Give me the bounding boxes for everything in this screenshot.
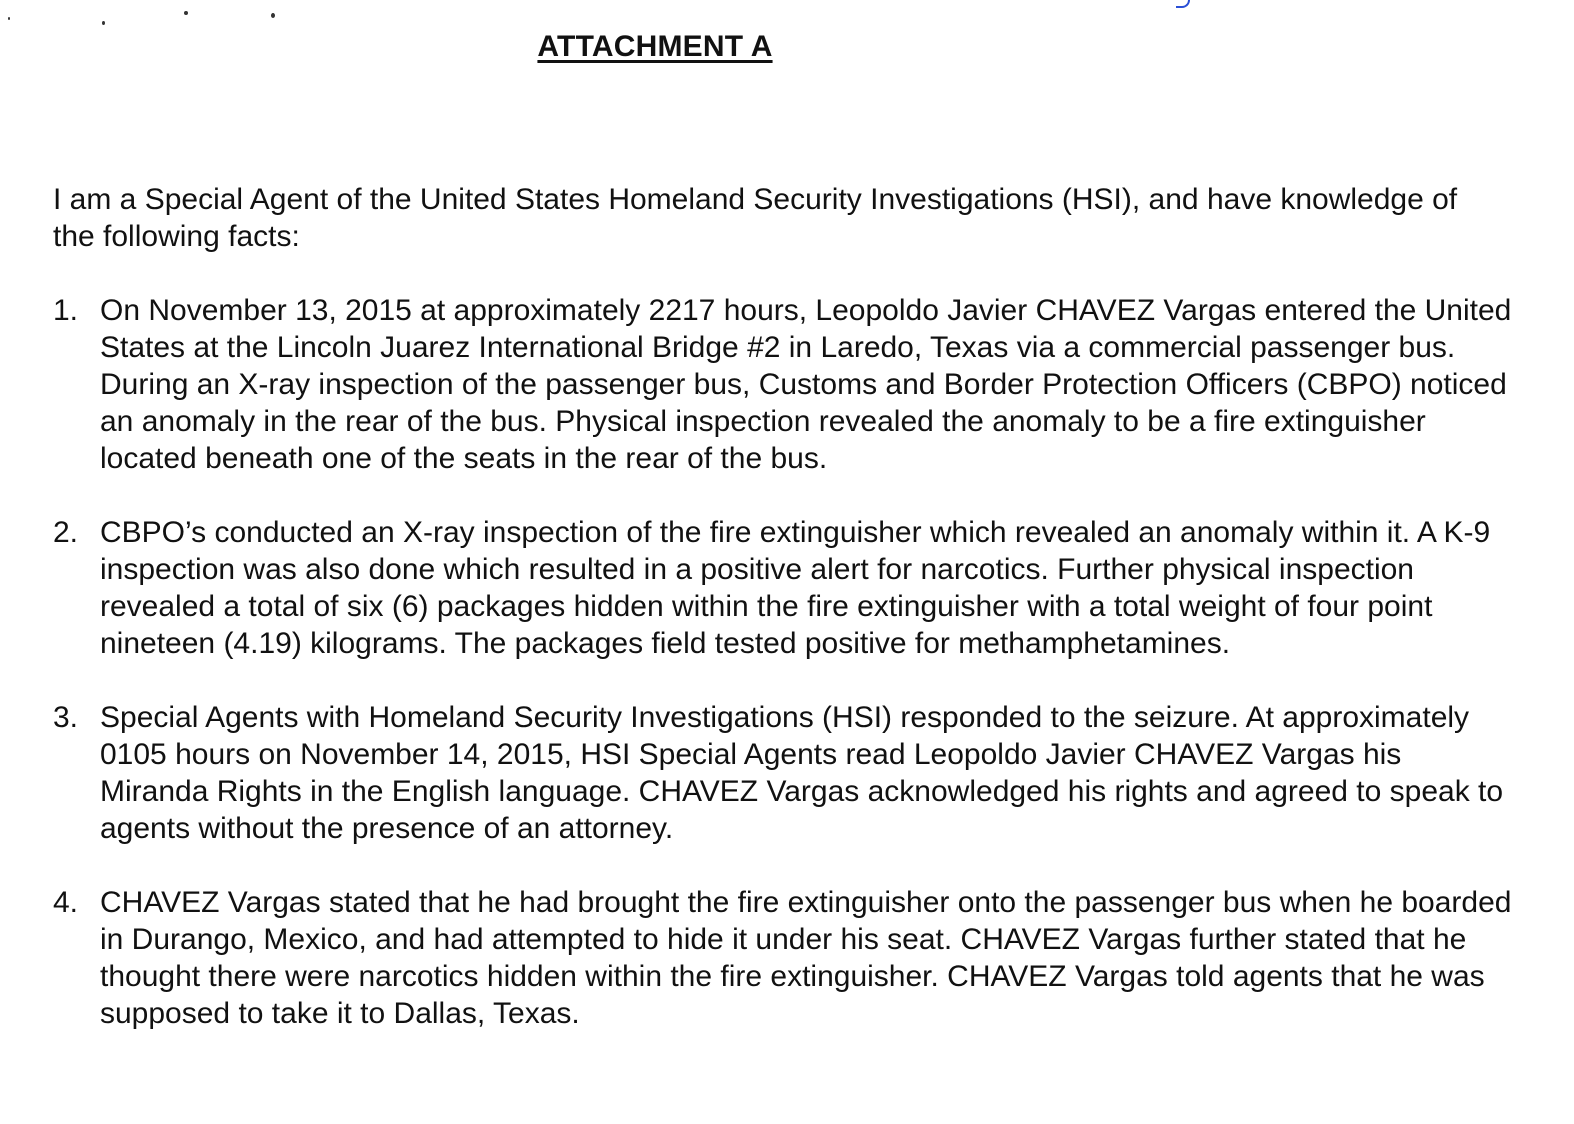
scan-speck [102, 21, 105, 25]
scan-ink-mark [1176, 0, 1190, 8]
scan-speck [8, 17, 10, 20]
item-text: Special Agents with Homeland Security Investigations (HSI) responded to the seizure. At approximately 0105 hours on November 14, 2015, HSI Special Agents read Leopoldo Javier CHAVEZ Vargas his Miranda Rights in the English language. CHAVEZ Vargas acknowledged his rights and agreed to speak to agents without the presence of an attorney. [100, 701, 1504, 845]
item-number: 3. [53, 701, 79, 734]
list-item [53, 884, 1513, 1032]
list-item [53, 292, 1513, 477]
scan-speck [271, 13, 275, 18]
facts-list [53, 292, 1513, 1069]
item-number: 1. [53, 294, 79, 327]
list-item [53, 699, 1513, 847]
list-item [53, 514, 1513, 662]
intro-paragraph: I am a Special Agent of the United States Homeland Security Investigations (HSI), and have knowledge of the following facts: [53, 183, 1458, 253]
document-title: ATTACHMENT A [537, 30, 773, 63]
item-text: CHAVEZ Vargas stated that he had brought the fire extinguisher onto the passenger bus when he boarded in Durango, Mexico, and had attempted to hide it under his seat. CHAVEZ Vargas further stated that he thought there were narcotics hidden within the fire extinguisher. CHAVEZ Vargas told agents that he was supposed to take it to Dallas, Texas. [100, 886, 1512, 1030]
scan-speck [184, 11, 188, 15]
item-number: 2. [53, 516, 79, 549]
item-number: 4. [53, 886, 79, 919]
item-text: On November 13, 2015 at approximately 2217 hours, Leopoldo Javier CHAVEZ Vargas entered the United States at the Lincoln Juarez International Bridge #2 in Laredo, Texas via a commercial passenger bus. During an X-ray inspection of the passenger bus, Customs and Border Protection Officers (CBPO) noticed an anomaly in the rear of the bus. Physical inspection revealed the anomaly to be a fire extinguisher located beneath one of the seats in the rear of the bus. [100, 294, 1512, 475]
item-text: CBPO’s conducted an X-ray inspection of the fire extinguisher which revealed an anomaly within it. A K-9 inspection was also done which resulted in a positive alert for narcotics. Further physical inspection revealed a total of six (6) packages hidden within the fire extinguisher with a total weight of four point nineteen (4.19) kilograms. The packages field tested positive for methamphetamines. [100, 516, 1491, 660]
